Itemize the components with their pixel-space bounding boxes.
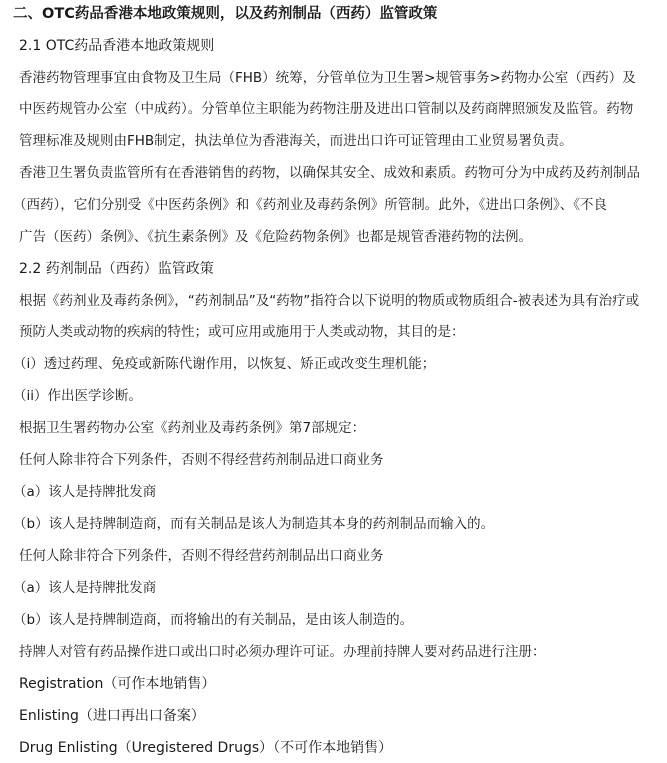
paragraph-line: 任何人除非符合下列条件，否则不得经营药剂制品出口商业务 [19,548,384,564]
list-item: （b）该人是持牌制造商，而有关制品是该人为制造其本身的药剂制品而输入的。 [13,516,495,532]
drug-enlisting-item: Drug Enlisting（Uregistered Drugs）（不可作本地销售） [19,740,393,756]
list-item: （i）透过药理、免疫或新陈代谢作用，以恢复、矫正或改变生理机能； [13,356,436,372]
paragraph-line: 预防人类或动物的疾病的特性；或可应用或施用于人类或动物，其目的是： [19,324,465,340]
section-title: 二、OTC药品香港本地政策规则，以及药剂制品（西药）监管政策 [13,6,438,22]
paragraph-line: 中医药规管办公室（中成药）。分管单位主职能为药物注册及进出口管制以及药商牌照颁发及监管。药物 [19,101,634,117]
subsection-heading-2-1: 2.1 OTC药品香港本地政策规则 [19,38,215,54]
paragraph-line: 香港药物管理事宜由食物及卫生局（FHB）统筹，分管单位为卫生署>规管事务>药物办公室（西药）及 [19,70,636,86]
paragraph-line: 任何人除非符合下列条件，否则不得经营药剂制品进口商业务 [19,452,384,468]
paragraph-line: （西药），它们分别受《中医药条例》和《药剂业及毒药条例》所管制。此外，《进出口条例》、《不良 [13,197,607,213]
subsection-heading-2-2: 2.2 药剂制品（西药）监管政策 [19,261,214,277]
list-item: （ii）作出医学诊断。 [13,388,143,404]
list-item: （a）该人是持牌批发商 [13,580,157,596]
paragraph-line: 管理标准及规则由FHB制定，执法单位为香港海关，而进出口许可证管理由工业贸易署负责。 [19,133,573,149]
paragraph-line: 根据《药剂业及毒药条例》，“药剂制品”及“药物”指符合以下说明的物质或物质组合-被表述为具有治疗或 [19,293,640,309]
paragraph-line: 广告（医药）条例》、《抗生素条例》及《危险药物条例》也都是规管香港药物的法例。 [19,229,532,245]
list-item: （a）该人是持牌批发商 [13,484,157,500]
paragraph-line: 根据卫生署药物办公室《药剂业及毒药条例》第7部规定： [19,420,366,436]
registration-item: Registration（可作本地销售） [19,676,216,692]
paragraph-line: 持牌人对管有药品操作进口或出口时必须办理许可证。办理前持牌人要对药品进行注册： [19,644,546,660]
enlisting-item: Enlisting（进口再出口备案） [19,708,205,724]
paragraph-line: 香港卫生署负责监管所有在香港销售的药物，以确保其安全、成效和素质。药物可分为中成药及药剂制品 [19,165,640,181]
list-item: （b）该人是持牌制造商，而将输出的有关制品，是由该人制造的。 [13,612,414,628]
